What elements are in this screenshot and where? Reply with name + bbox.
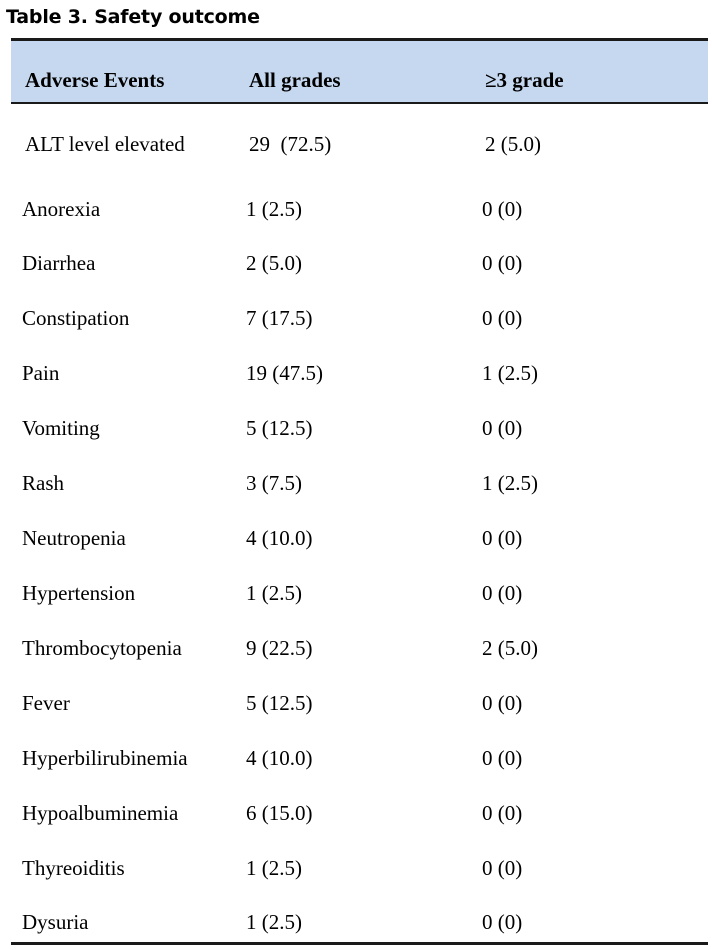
table-row (11, 129, 708, 159)
cell-grade-3-plus: 0 (0) (482, 856, 523, 880)
table-row (11, 743, 708, 773)
cell-adverse-event: Fever (22, 691, 70, 715)
cell-all-grades: 6 (15.0) (246, 801, 313, 825)
cell-all-grades: 19 (47.5) (246, 361, 323, 385)
cell-all-grades: 1 (2.5) (246, 856, 302, 880)
safety-outcome-table (11, 38, 708, 945)
table-row (11, 633, 708, 663)
table-row (11, 468, 708, 498)
table-body (11, 104, 708, 942)
cell-grade-3-plus: 0 (0) (482, 306, 523, 330)
cell-all-grades: 2 (5.0) (246, 251, 302, 275)
table-header-row (11, 41, 708, 102)
cell-adverse-event: Anorexia (22, 197, 101, 221)
cell-all-grades: 5 (12.5) (246, 416, 313, 440)
cell-grade-3-plus: 2 (5.0) (485, 132, 541, 156)
cell-adverse-event: Pain (22, 361, 60, 385)
table-row (11, 303, 708, 333)
table-row (11, 194, 708, 224)
cell-adverse-event: Hypertension (22, 581, 136, 605)
cell-adverse-event: ALT level elevated (25, 132, 185, 156)
cell-all-grades: 1 (2.5) (246, 581, 302, 605)
cell-all-grades: 29 (72.5) (249, 132, 332, 156)
cell-grade-3-plus: 0 (0) (482, 910, 523, 934)
cell-adverse-event: Hyperbilirubinemia (22, 746, 188, 770)
cell-all-grades: 4 (10.0) (246, 526, 313, 550)
cell-grade-3-plus: 1 (2.5) (482, 361, 538, 385)
cell-all-grades: 4 (10.0) (246, 746, 313, 770)
table-bottom-rule (11, 942, 708, 945)
cell-grade-3-plus: 0 (0) (482, 197, 523, 221)
table-row (11, 798, 708, 828)
table-row (11, 358, 708, 388)
cell-grade-3-plus: 0 (0) (482, 801, 523, 825)
cell-adverse-event: Thyreoiditis (22, 856, 125, 880)
cell-grade-3-plus: 0 (0) (482, 691, 523, 715)
cell-grade-3-plus: 2 (5.0) (482, 636, 538, 660)
table-row (11, 907, 708, 937)
cell-grade-3-plus: 0 (0) (482, 251, 523, 275)
cell-grade-3-plus: 0 (0) (482, 581, 523, 605)
cell-adverse-event: Thrombocytopenia (22, 636, 182, 660)
cell-all-grades: 1 (2.5) (246, 197, 302, 221)
cell-all-grades: 3 (7.5) (246, 471, 302, 495)
cell-all-grades: 9 (22.5) (246, 636, 313, 660)
cell-adverse-event: Vomiting (22, 416, 100, 440)
cell-adverse-event: Constipation (22, 306, 130, 330)
cell-adverse-event: Rash (22, 471, 64, 495)
column-header-adverse-events: Adverse Events (25, 68, 165, 92)
cell-all-grades: 7 (17.5) (246, 306, 313, 330)
table-row (11, 578, 708, 608)
table-row (11, 413, 708, 443)
table-row (11, 523, 708, 553)
cell-all-grades: 1 (2.5) (246, 910, 302, 934)
table-caption: Table 3. Safety outcome (6, 6, 260, 28)
cell-grade-3-plus: 0 (0) (482, 746, 523, 770)
column-header-grade-3-plus: ≥3 grade (485, 68, 564, 92)
cell-grade-3-plus: 0 (0) (482, 526, 523, 550)
table-row (11, 688, 708, 718)
table-row (11, 248, 708, 278)
cell-grade-3-plus: 0 (0) (482, 416, 523, 440)
cell-all-grades: 5 (12.5) (246, 691, 313, 715)
table-row (11, 853, 708, 883)
cell-adverse-event: Diarrhea (22, 251, 96, 275)
cell-adverse-event: Hypoalbuminemia (22, 801, 179, 825)
cell-grade-3-plus: 1 (2.5) (482, 471, 538, 495)
column-header-all-grades: All grades (249, 68, 341, 92)
cell-adverse-event: Neutropenia (22, 526, 126, 550)
cell-adverse-event: Dysuria (22, 910, 89, 934)
